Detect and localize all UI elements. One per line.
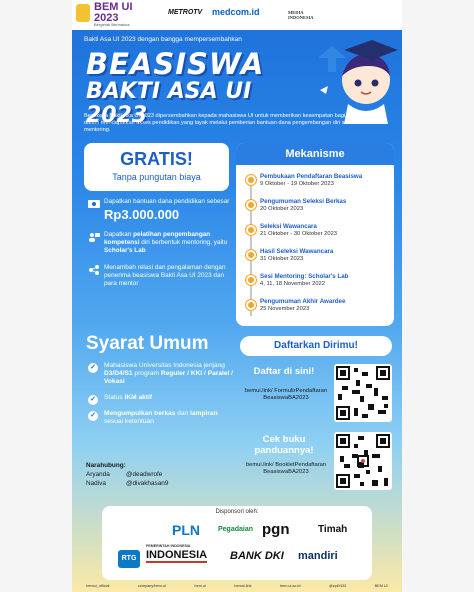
timeline-label: Sesi Mentoring: Scholar's Lab — [260, 273, 349, 280]
timeline-line — [250, 174, 252, 316]
req-1-bold: D3/D4/S1 — [104, 370, 133, 377]
contact-row — [86, 471, 236, 478]
guide-qr-block — [240, 432, 392, 490]
title-line-2: BAKTI ASA UI 2023 — [86, 79, 252, 128]
checkmark-icon: ✓ — [88, 395, 98, 405]
timeline-date: 25 November 2023 — [260, 306, 310, 312]
contact-name: Aryanda — [86, 471, 110, 478]
bem-tagline: Bergerak Bermakna — [94, 22, 130, 27]
sponsor-panel — [102, 506, 372, 580]
bem-year: 2023 — [94, 12, 119, 24]
timeline-label: Pembukaan Pendaftaran Beasiswa — [260, 173, 363, 180]
timeline-label: Pengumuman Seleksi Berkas — [260, 198, 347, 205]
footer-item[interactable]: company/bem-ui — [137, 584, 166, 588]
title-line-1: BEASISWA — [86, 47, 265, 81]
req-1-bold2: Reguler / KKI / Paralel / Vokasi — [104, 370, 234, 385]
footer-item[interactable]: @zpi0433 — [328, 584, 347, 588]
contact-handle[interactable]: @divakhasan9 — [126, 480, 169, 487]
contact-heading: Narahubung: — [86, 462, 126, 469]
req-1-pre: Mahasiswa Universitas Indonesia jenjang — [104, 362, 225, 369]
contact-handle[interactable]: @deadwrofe — [126, 471, 163, 478]
intro-text: Bakti Asa UI 2023 dengan bangga mempersembahkan — [84, 36, 242, 43]
benefit-1-text: Dapatkan bantuan dana pendidikan sebesar — [104, 198, 230, 205]
register-link[interactable]: bemui.link/ FormulirPendaftaran BeasiswaBA2023 — [244, 388, 328, 401]
pegadaian-logo: Pegadaian — [218, 526, 254, 533]
benefit-amount: Rp3.000.000 — [104, 207, 180, 222]
rtg-logo: RTG — [118, 550, 140, 568]
timeline-label: Pengumuman Akhir Awardee — [260, 298, 346, 305]
req-3-post: sesuai ketentuan — [104, 418, 154, 425]
footer-social — [72, 580, 402, 592]
bem-name: BEM UI — [94, 1, 133, 13]
requirement-item — [86, 410, 236, 426]
timeline-date: 9 Oktober - 19 Oktober 2023 — [260, 181, 334, 187]
graduate-mascot-icon — [298, 28, 402, 124]
timeline-dot-icon — [246, 275, 256, 285]
government-tag: PEMERINTAH INDONESIA — [146, 544, 191, 548]
guide-link[interactable]: bemui.link/ BookletPendaftaran BeasiswaBA2023 — [245, 462, 327, 475]
guide-label: Cek buku panduannya! — [254, 434, 314, 456]
guide-qr-code-icon[interactable] — [334, 432, 392, 490]
req-3-bold2: lampiran — [190, 410, 218, 417]
timah-logo: Timah — [318, 524, 348, 535]
benefit-2-bold: pelatihan pengembangan kompetensi — [104, 231, 211, 246]
register-now-button[interactable]: Daftarkan Dirimu! — [240, 336, 392, 356]
req-2-pre: Status — [104, 394, 125, 401]
req-3-mid: dan — [175, 410, 191, 417]
timeline-dot-icon — [246, 250, 256, 260]
benefit-item — [86, 231, 236, 255]
indonesia-logo: INDONESIA — [146, 549, 208, 561]
timeline-dot-icon — [246, 175, 256, 185]
footer-item[interactable]: bemui.link — [234, 584, 252, 588]
mentor-icon — [88, 232, 100, 242]
timeline-label: Hasil Seleksi Wawancara — [260, 248, 334, 255]
benefit-2-pre: Dapatkan — [104, 231, 134, 238]
timeline-date: 20 Oktober 2023 — [260, 206, 304, 212]
register-qr-code-icon[interactable] — [334, 364, 392, 422]
media-indonesia-logo: MEDIA INDONESIA — [288, 10, 314, 20]
req-3-bold: Mengumpulkan berkas — [104, 410, 176, 417]
footer-item[interactable]: bem.ui — [194, 584, 206, 588]
requirements-list — [86, 362, 236, 434]
bank-dki-logo: BANK DKI — [230, 550, 284, 562]
timeline-dot-icon — [246, 225, 256, 235]
contact-name: Nadiva — [86, 480, 106, 487]
mechanism-heading: Mekanisme — [236, 143, 394, 165]
network-icon — [88, 265, 100, 275]
contact-persons — [86, 462, 236, 489]
header-bar — [72, 0, 402, 30]
free-badge — [84, 143, 229, 191]
register-qr-block — [240, 364, 392, 422]
benefits-list — [86, 198, 236, 297]
mechanism-card — [236, 143, 394, 326]
requirements-heading: Syarat Umum — [86, 333, 209, 354]
benefit-3-text: Menambah relasi dan pengalaman dengan penerima beasiswa Bakti Asa UI 2023 dan para mentor — [104, 264, 226, 287]
requirement-item — [86, 362, 236, 386]
money-icon — [88, 199, 100, 209]
pln-logo: PLN — [172, 522, 200, 538]
timeline-label: Seleksi Wawancara — [260, 223, 317, 230]
footer-item[interactable]: bem.ui.ac.id — [279, 584, 301, 588]
benefit-2-mid: diri berbentuk mentoring, yaitu — [139, 239, 228, 246]
program-description: Beasiswa Bakti Asa UI 2023 dipersembahkan kepada mahasiswa UI untuk memberikan kesempatan bagi tiap individu dalam mendapatkan akses pendidikan yang layak melalui pemberian bantuan dana pengembangan diri swakelola dan mentoring. — [84, 113, 378, 133]
checkmark-icon: ✓ — [88, 411, 98, 421]
req-1-mid: program — [132, 370, 161, 377]
free-title: GRATIS! — [120, 149, 193, 169]
footer-item[interactable]: BEM UI — [374, 584, 388, 588]
timeline-date: 21 Oktober - 30 Oktober 2023 — [260, 231, 338, 237]
register-label: Daftar di sini! — [253, 366, 315, 377]
req-2-bold: IKM aktif — [124, 394, 153, 401]
metrotv-logo: METROTV — [168, 9, 203, 16]
checkmark-icon: ✓ — [88, 363, 98, 373]
scholarship-poster — [72, 0, 402, 592]
timeline-date: 4, 11, 18 November 2022 — [260, 281, 325, 287]
timeline-date: 31 Oktober 2023 — [260, 256, 304, 262]
sponsor-heading: Disponsori oleh: — [215, 509, 259, 515]
requirement-item — [86, 394, 236, 402]
medcom-logo: medcom.id — [212, 7, 260, 17]
contact-row — [86, 480, 236, 487]
timeline-dot-icon — [246, 300, 256, 310]
mandiri-logo: mandiri — [298, 550, 338, 562]
benefit-item — [86, 264, 236, 288]
benefit-2-bold2: Scholar's Lab — [104, 247, 146, 254]
pgn-logo: pgn — [262, 521, 290, 538]
footer-item[interactable]: bemui_official — [86, 584, 110, 588]
bem-logo — [94, 2, 133, 24]
benefit-item — [86, 198, 236, 222]
timeline-dot-icon — [246, 200, 256, 210]
ui-crest-icon — [76, 4, 90, 22]
free-subtitle: Tanpa pungutan biaya — [112, 172, 201, 182]
